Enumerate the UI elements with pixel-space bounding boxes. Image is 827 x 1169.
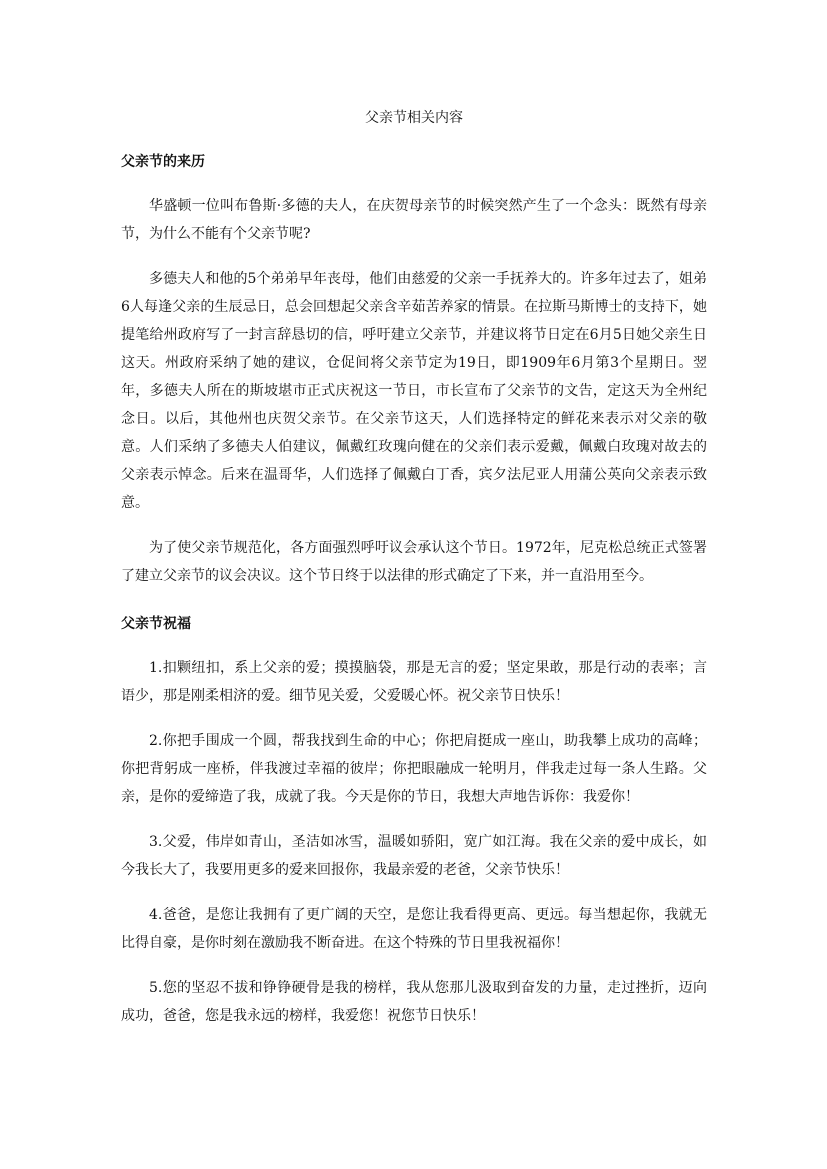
paragraph: 为了使父亲节规范化，各方面强烈呼吁议会承认这个节日。1972年，尼克松总统正式签署了建立父亲节的议会决议。这个节日终于以法律的形式确定了下来，并一直沿用至今。 — [121, 540, 707, 584]
blessing-item: 3.父爱，伟岸如青山，圣洁如冰雪，温暖如骄阳，宽广如江海。我在父亲的爱中成长，如今我长大了，我要用更多的爱来回报你，我最亲爱的老爸，父亲节快乐！ — [121, 834, 707, 878]
section-heading-blessings: 父亲节祝福 — [121, 616, 191, 632]
paragraph: 多德夫人和他的5个弟弟早年丧母，他们由慈爱的父亲一手抚养大的。许多年过去了，姐弟6人每逢父亲的生辰忌日，总会回想起父亲含辛茹苦养家的情景。在拉斯马斯博士的支持下，她提笔给州政府写了一封言辞恳切的信，呼吁建立父亲节，并建议将节日定在6月5日她父亲生日这天。州政府采纳了她的建议，仓促间将父亲节定为19日，即1909年6月第3个星期日。翌年，多德夫人所在的斯坡堪市正式庆祝这一节日，市长宣布了父亲节的文告，定这天为全州纪念日。以后，其他州也庆贺父亲节。在父亲节这天，人们选择特定的鲜花来表示对父亲的敬意。人们采纳了多德夫人伯建议，佩戴红玫瑰向健在的父亲们表示爱戴，佩戴白玫瑰对故去的父亲表示悼念。后来在温哥华，人们选择了佩戴白丁香，宾夕法尼亚人用蒲公英向父亲表示致意。 — [121, 271, 707, 511]
paragraph: 华盛顿一位叫布鲁斯·多德的夫人，在庆贺母亲节的时候突然产生了一个念头：既然有母亲节，为什么不能有个父亲节呢? — [121, 198, 707, 242]
document-title: 父亲节相关内容 — [365, 110, 463, 126]
blessing-item: 1.扣颗纽扣，系上父亲的爱；摸摸脑袋，那是无言的爱；坚定果敢，那是行动的表率；言语少，那是刚柔相济的爱。细节见关爱，父爱暖心怀。祝父亲节日快乐！ — [121, 660, 707, 704]
blessing-item: 4.爸爸，是您让我拥有了更广阔的天空，是您让我看得更高、更远。每当想起你，我就无比得自豪，是你时刻在激励我不断奋进。在这个特殊的节日里我祝福你！ — [121, 907, 707, 951]
section-heading-origin: 父亲节的来历 — [121, 154, 205, 170]
blessing-item: 2.你把手围成一个圆，帮我找到生命的中心；你把肩挺成一座山，助我攀上成功的高峰；你把背躬成一座桥，伴我渡过幸福的彼岸；你把眼融成一轮明月，伴我走过每一条人生路。父亲，是你的爱缔造了我，成就了我。今天是你的节日，我想大声地告诉你：我爱你！ — [121, 733, 707, 805]
section-origin — [121, 151, 707, 590]
section-blessings — [121, 613, 707, 1030]
blessing-item: 5.您的坚忍不拔和铮铮硬骨是我的榜样，我从您那儿汲取到奋发的力量，走过挫折，迈向成功，爸爸，您是我永远的榜样，我爱您！祝您节日快乐！ — [121, 980, 707, 1024]
document-page — [121, 108, 707, 1047]
